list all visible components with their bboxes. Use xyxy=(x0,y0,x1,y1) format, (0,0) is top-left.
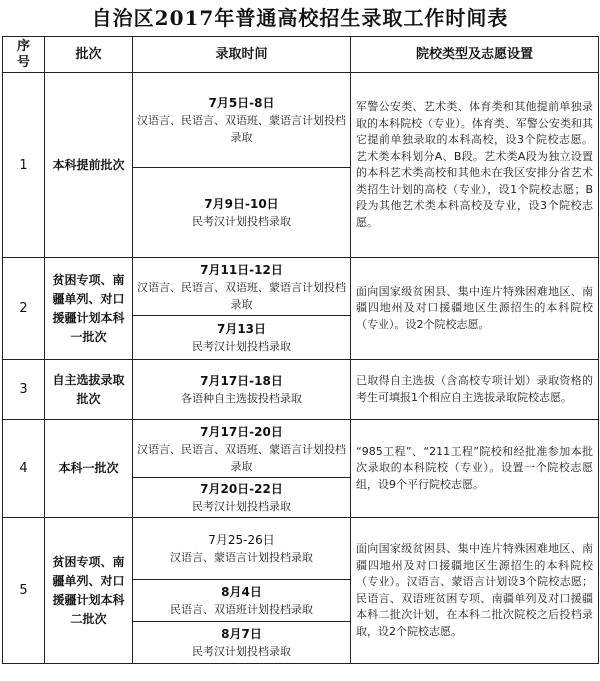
time-desc: 民考汉计划投档录取 xyxy=(192,645,291,658)
header-time: 录取时间 xyxy=(133,37,351,73)
table-row xyxy=(3,360,599,420)
header-type: 院校类型及志愿设置 xyxy=(351,37,599,73)
time-desc: 民考汉计划投档录取 xyxy=(192,215,291,228)
row-time xyxy=(133,622,351,664)
row-batch: 贫困专项、南疆单列、对口援疆计划本科一批次 xyxy=(45,258,133,360)
time-date: 8月4日 xyxy=(221,585,262,599)
time-date: 8月7日 xyxy=(221,627,262,641)
time-desc: 民语言、双语班计划投档录取 xyxy=(170,603,313,616)
row-info: 面向国家级贫困县、集中连片特殊困难地区、南疆四地州及对口援疆地区生源招生的本科院校（专业）。设2个院校志愿。 xyxy=(351,258,599,360)
row-info: 面向国家级贫困县、集中连片特殊困难地区、南疆四地州及对口援疆地区生源招生的本科院校（专业）。汉语言、蒙语言计划设3个院校志愿；民语言、双语班贫困专项、南疆单列及对口援疆本科二批次计划，在本科二批次院校之后投档录取，设2个院校志愿。 xyxy=(351,518,599,664)
row-seq: 1 xyxy=(3,73,45,258)
row-time xyxy=(133,360,351,420)
time-desc: 汉语言、民语言、双语班、蒙语言计划投档录取 xyxy=(137,442,346,473)
table-row xyxy=(3,258,599,316)
row-seq: 2 xyxy=(3,258,45,360)
row-time xyxy=(133,168,351,258)
row-info: “985工程”、“211工程”院校和经批准参加本批次录取的本科院校（专业）。设置一个院校志愿组，设9个平行院校志愿。 xyxy=(351,420,599,518)
page-title: 自治区2017年普通高校招生录取工作时间表 xyxy=(91,6,509,30)
row-batch: 自主选拔录取批次 xyxy=(45,360,133,420)
row-seq: 4 xyxy=(3,420,45,518)
time-desc: 民考汉计划投档录取 xyxy=(192,340,291,353)
time-desc: 汉语言、民语言、双语班、蒙语言计划投档录取 xyxy=(137,114,346,144)
table-row xyxy=(3,73,599,168)
row-time xyxy=(133,518,351,580)
row-batch: 贫困专项、南疆单列、对口援疆计划本科二批次 xyxy=(45,518,133,664)
row-info: 军警公安类、艺术类、体育类和其他提前单独录取的本科院校（专业）。体育类、军警公安类和其它提前单独录取的本科高校，设3个院校志愿。艺术类本科划分A、B段。艺术类A段为独立设置的本科艺术类高校和其他未在我区安排分省艺术类招生计划的高校（专业），设1个院校志愿；B段为其他艺术类本科高校及专业，设3个院校志愿。 xyxy=(351,73,599,258)
row-time xyxy=(133,258,351,316)
time-date: 7月25-26日 xyxy=(208,533,275,547)
row-batch: 本科提前批次 xyxy=(45,73,133,258)
time-date: 7月11日-12日 xyxy=(200,262,283,277)
time-date: 7月13日 xyxy=(216,322,267,336)
time-date: 7月20日-22日 xyxy=(200,482,283,496)
row-info: 已取得自主选拔（含高校专项计划）录取资格的考生可填报1个相应自主选拔录取院校志愿。 xyxy=(351,360,599,420)
row-seq: 3 xyxy=(3,360,45,420)
time-desc: 汉语言、民语言、双语班、蒙语言计划投档录取 xyxy=(137,280,346,311)
row-time xyxy=(133,73,351,168)
header-batch: 批次 xyxy=(45,37,133,73)
row-time xyxy=(133,420,351,478)
table-header-row xyxy=(3,37,599,73)
admission-schedule-table xyxy=(2,36,599,664)
table-row xyxy=(3,518,599,580)
header-seq: 序号 xyxy=(3,37,45,73)
row-time xyxy=(133,580,351,622)
row-seq: 5 xyxy=(3,518,45,664)
time-desc: 各语种自主选拔投档录取 xyxy=(181,392,302,405)
row-batch: 本科一批次 xyxy=(45,420,133,518)
row-time xyxy=(133,316,351,360)
time-date: 7月17日-20日 xyxy=(200,424,283,439)
time-date: 7月17日-18日 xyxy=(200,374,283,388)
time-desc: 汉语言、蒙语言计划投档录取 xyxy=(170,551,313,564)
row-time xyxy=(133,478,351,518)
time-date: 7月5日-8日 xyxy=(208,96,275,110)
time-desc: 民考汉计划投档录取 xyxy=(192,500,291,513)
time-date: 7月9日-10日 xyxy=(204,197,279,211)
table-row xyxy=(3,420,599,478)
